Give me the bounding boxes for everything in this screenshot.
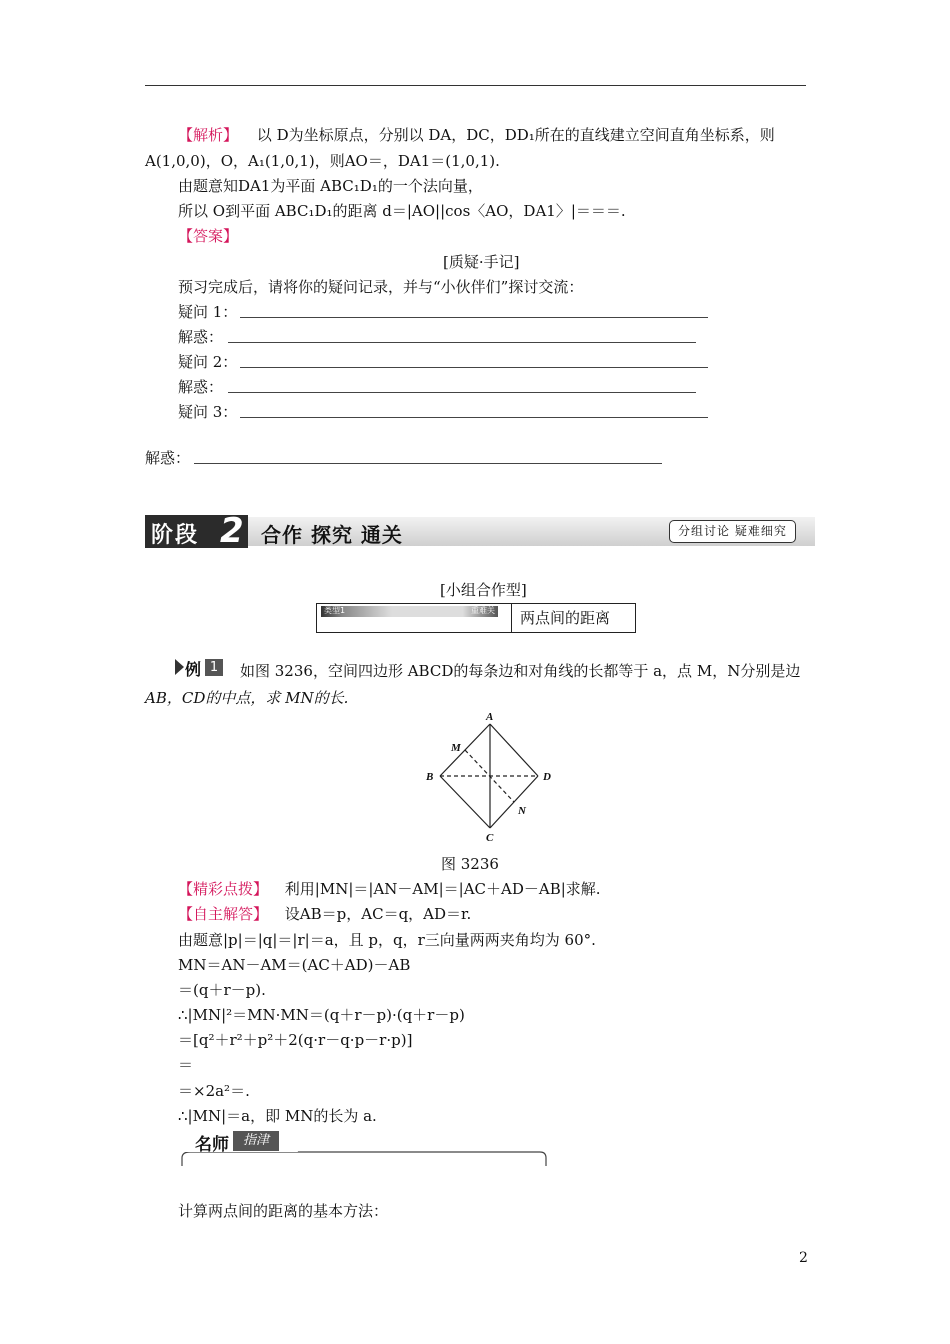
stage-badge (145, 511, 248, 551)
stage-banner (145, 511, 815, 551)
question-2-label: 疑问 2： (178, 353, 238, 371)
analysis-line2: A(1,0,0)，O，A₁(1,0,1)，则AO＝，DA1＝(1,0,1). (145, 152, 500, 170)
answer-1-label: 解惑： (178, 328, 224, 346)
question-1-line[interactable] (240, 317, 708, 318)
analysis-line3: 由题意知DA1为平面 ABC₁D₁的一个法向量， (178, 177, 483, 195)
type-divider (511, 604, 512, 632)
question-3-line[interactable] (240, 417, 708, 418)
stage-label: 阶段 (151, 523, 200, 548)
tetrahedron-figure (420, 706, 560, 846)
solution-line-8: ∴|MN|＝a，即 MN的长为 a. (178, 1107, 377, 1125)
example-badge (175, 657, 223, 677)
solution-line-2: MN＝AN－AM＝(AC＋AD)－AB (178, 956, 411, 974)
stage-number: 2 (220, 511, 244, 551)
group-header: [小组合作型] (440, 581, 527, 599)
solution-line-3: ＝(q＋r－p). (178, 981, 266, 999)
triangle-icon (175, 659, 184, 675)
teacher-label: 名师 (195, 1135, 229, 1155)
solution-line-5: ＝[q²＋r²＋p²＋2(q·r－q·p－r·p)] (178, 1031, 413, 1049)
analysis-line4: 所以 O到平面 ABC₁D₁的距离 d＝|AO||cos〈AO，DA1〉|＝＝＝. (178, 202, 626, 220)
type-badge (321, 606, 498, 617)
notes-header: [质疑·手记] (443, 253, 520, 271)
analysis-line1 (178, 124, 775, 145)
self-solution-tag: 【自主解答】 (178, 905, 269, 923)
solution-line-7: ＝×2a²＝. (178, 1082, 250, 1100)
answer-2-label: 解惑： (178, 378, 224, 396)
answer-tag: 【答案】 (178, 227, 239, 245)
answer-2-line[interactable] (228, 392, 696, 393)
example-label: 例 (185, 660, 202, 679)
teacher-badge: 指津 (233, 1131, 279, 1151)
solution-line-1: 由题意|p|＝|q|＝|r|＝a，且 p，q，r三向量两两夹角均为 60°. (178, 931, 596, 949)
label-c: C (486, 832, 494, 844)
question-3-label: 疑问 3： (178, 403, 238, 421)
hint-text: 利用|MN|＝|AN－AM|＝|AC＋AD－AB|求解. (284, 880, 601, 898)
self-solution-text: 设AB＝p，AC＝q，AD＝r. (284, 905, 472, 923)
type-header (316, 603, 636, 633)
label-d: D (543, 771, 551, 783)
type-badge-right: 重难关 (471, 606, 495, 615)
notes-intro: 预习完成后，请将你的疑问记录，并与“小伙伴们”探讨交流： (178, 278, 584, 296)
question-1-label: 疑问 1： (178, 303, 238, 321)
answer-3-label: 解惑： (145, 449, 191, 467)
label-a: A (486, 711, 494, 723)
hint-tag: 【精彩点拨】 (178, 880, 269, 898)
type-name: 两点间的距离 (520, 609, 611, 627)
type-badge-left: 类型1 (324, 606, 346, 615)
solution-line-6: ＝ (178, 1056, 194, 1074)
answer-3-line[interactable] (194, 463, 662, 464)
stage-tag: 分组讨论 疑难细究 (669, 520, 796, 543)
answer-1-line[interactable] (228, 342, 696, 343)
page-number: 2 (799, 1250, 808, 1266)
figure-caption: 图 3236 (441, 855, 499, 873)
stage-title: 合作 探究 通关 (261, 523, 403, 547)
analysis-text1: 以 D为坐标原点，分别以 DA，DC，DD₁所在的直线建立空间直角坐标系，则 (256, 126, 775, 144)
example-line2: AB，CD的中点，求 MN的长. (145, 689, 349, 707)
label-b: B (426, 771, 434, 783)
self-solution-line (178, 903, 471, 924)
example-number: 1 (205, 659, 223, 676)
hint-line (178, 878, 601, 899)
question-2-line[interactable] (240, 367, 708, 368)
analysis-tag: 【解析】 (178, 126, 239, 144)
example-line1: 如图 3236，空间四边形 ABCD的每条边和对角线的长都等于 a，点 M，N分别是边 (240, 662, 801, 680)
label-m: M (451, 742, 461, 754)
edge-ad (490, 724, 538, 776)
solution-line-4: ∴|MN|²＝MN·MN＝(q＋r－p)·(q＋r－p) (178, 1006, 465, 1024)
teacher-text: 计算两点间的距离的基本方法： (178, 1202, 389, 1220)
header-rule (145, 85, 806, 86)
edge-bc (440, 776, 490, 828)
label-n: N (518, 805, 526, 817)
